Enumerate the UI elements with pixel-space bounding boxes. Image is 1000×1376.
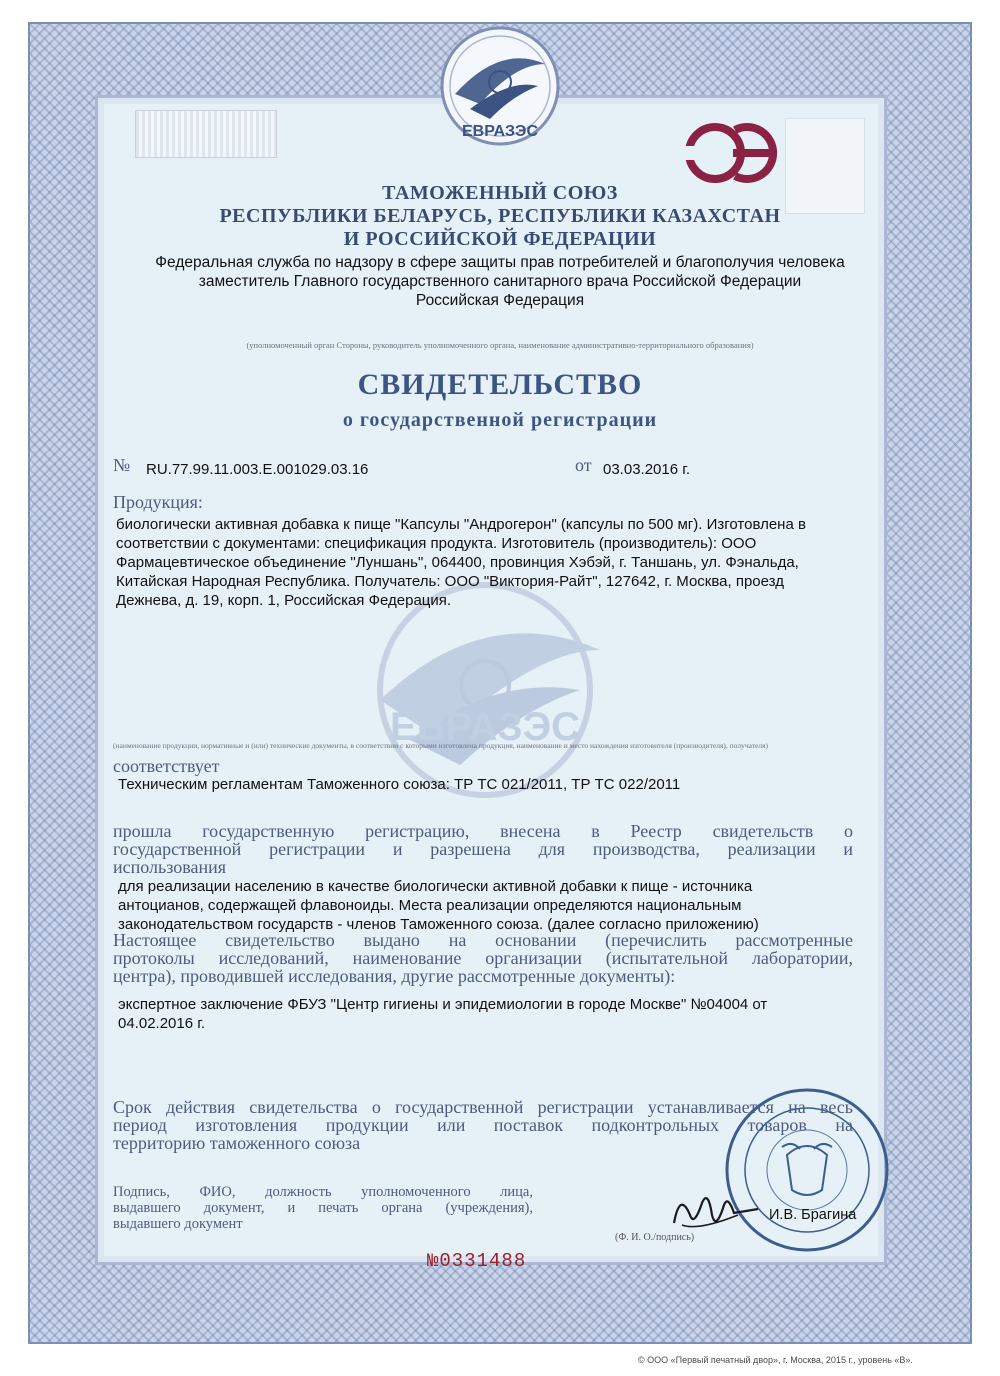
authority-line-1: Федеральная служба по надзору в сфере защиты прав потребителей и благополучия человека — [155, 254, 845, 271]
registration-number: RU.77.99.11.003.Е.001029.03.16 — [146, 461, 369, 478]
validity-line: территорию таможенного союза — [113, 1133, 361, 1153]
basis-value-line: экспертное заключение ФБУЗ "Центр гигиены и эпидемиологии в городе Москве" №04004 от — [118, 996, 768, 1013]
svg-text:ЕВРАЗЭС: ЕВРАЗЭС — [461, 123, 539, 140]
product-line: Китайская Народная Республика. Получатель: ООО "Виктория-Райт", 127642, г. Москва, проезд — [116, 573, 784, 590]
signatory-name: И.В. Брагина — [769, 1207, 857, 1223]
validity-line: период изготовления продукции или поставок подконтрольных товаров на — [113, 1115, 853, 1135]
signature-block — [113, 1184, 533, 1232]
product-line: биологически активная добавка к пище "Капсулы "Андрогерон" (капсулы по 500 мг). Изготовлена в — [116, 516, 806, 533]
svg-text:ЕВРАЗЭС: ЕВРАЗЭС — [389, 705, 581, 749]
usage-description — [118, 877, 858, 934]
form-serial-number: №0331488 — [427, 1250, 527, 1272]
signature-caption: (Ф. И. О./подпись) — [615, 1232, 695, 1243]
product-caption: (наименование продукции, нормативные и (или) технические документы, в соответствии с которыми изготовлена продукция, наименование и место нахождения изготовителя (производителя), получателя) — [113, 741, 769, 750]
product-line: Дежнева, д. 19, корп. 1, Российская Федерация. — [116, 592, 452, 609]
registration-statement — [113, 822, 853, 876]
compliance-value: Техническим регламентам Таможенного союза: ТР ТС 021/2011, ТР ТС 022/2011 — [118, 776, 681, 793]
basis-line: центра), проводившей исследования, другие рассмотренные документы): — [113, 966, 676, 986]
header-line-2: РЕСПУБЛИКИ БЕЛАРУСЬ, РЕСПУБЛИКИ КАЗАХСТАН — [219, 205, 781, 227]
header-line-1: ТАМОЖЕННЫЙ СОЮЗ — [382, 182, 618, 204]
certificate-title: СВИДЕТЕЛЬСТВО — [357, 368, 643, 401]
product-line: соответствии с документами: спецификация продукта. Изготовитель (производитель): ООО — [116, 535, 757, 552]
authority-line-3: Российская Федерация — [415, 292, 585, 309]
signature-line: выдавшего документ — [113, 1216, 243, 1232]
statement-line: государственной регистрации и разрешена для производства, реализации и — [113, 839, 853, 859]
registration-date: 03.03.2016 г. — [603, 461, 691, 478]
printer-copyright: © ООО «Первый печатный двор», г. Москва, 2015 г., уровень «В». — [638, 1355, 913, 1365]
hologram-strip — [135, 110, 277, 158]
basis-statement — [113, 931, 853, 985]
evrazes-emblem-icon — [420, 24, 580, 154]
signature-icon — [668, 1185, 763, 1235]
compliance-label: соответствует — [113, 756, 220, 776]
validity-line: Срок действия свидетельства о государственной регистрации устанавливается на весь — [113, 1097, 853, 1117]
authority-line-2: заместитель Главного государственного санитарного врача Российской Федерации — [198, 273, 802, 290]
basis-line: Настоящее свидетельство выдано на основании (перечислить рассмотренные — [113, 930, 853, 950]
basis-value-line: 04.02.2016 г. — [118, 1015, 206, 1032]
usage-line: антоцианов, содержащей флавоноиды. Места реализации определяются национальным — [118, 897, 742, 914]
se-conformity-mark-icon — [685, 118, 780, 188]
basis-line: протоколы исследований, наименование организации (испытательной лаборатории, — [113, 948, 853, 968]
authority-caption: (уполномоченный орган Стороны, руководитель уполномоченного органа, наименование административно-территориального образования) — [246, 340, 754, 350]
statement-line: прошла государственную регистрацию, внесена в Реестр свидетельств о — [113, 821, 853, 841]
header-line-3: И РОССИЙСКОЙ ФЕДЕРАЦИИ — [343, 228, 657, 250]
number-label: № — [113, 455, 131, 475]
certificate-subtitle: о государственной регистрации — [342, 409, 658, 431]
date-label: от — [575, 455, 592, 475]
statement-line: использования — [113, 857, 227, 877]
basis-value — [118, 995, 858, 1033]
product-description — [116, 515, 876, 610]
signature-line: выдавшего документ, и печать органа (учреждения), — [113, 1200, 533, 1216]
usage-line: для реализации населению в качестве биологически активной добавки к пище - источника — [118, 878, 753, 895]
product-label: Продукция: — [113, 492, 203, 512]
usage-line: законодательством государств - членов Таможенного союза. (далее согласно приложению) — [118, 916, 759, 933]
product-line: Фармацевтическое объединение "Луншань", 064400, провинция Хэбэй, г. Таншань, ул. Фэнальда, — [116, 554, 799, 571]
signature-line: Подпись, ФИО, должность уполномоченного лица, — [113, 1184, 533, 1200]
